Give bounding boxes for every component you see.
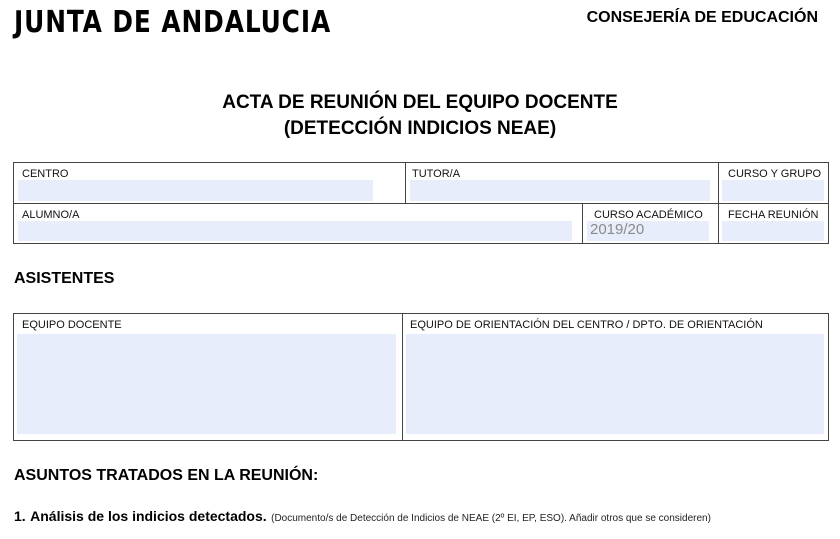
curso-academico-value: 2019/20 [590,221,645,238]
equipo-docente-label: EQUIPO DOCENTE [22,319,122,331]
alumno-field[interactable] [18,221,572,241]
equipo-docente-field[interactable] [17,334,396,434]
asunto-item-note: (Documento/s de Detección de Indicios de NEAE (2º EI, EP, ESO). Añadir otros que se consideren) [271,513,711,524]
tutor-field[interactable] [410,180,710,201]
centro-label: CENTRO [22,168,69,180]
junta-andalucia-logo: JUNTA DE ANDALUCIA [14,5,332,40]
fecha-reunion-field[interactable] [722,221,824,241]
curso-academico-label: CURSO ACADÉMICO [594,209,703,221]
equipo-orientacion-label: EQUIPO DE ORIENTACIÓN DEL CENTRO / DPTO. DE ORIENTACIÓN [410,319,763,331]
asistentes-table [13,313,829,441]
asunto-item-number: 1. [14,508,26,524]
equipo-orientacion-field[interactable] [406,334,824,434]
department-name: CONSEJERÍA DE EDUCACIÓN [586,9,818,26]
asunto-item-1 [14,508,711,526]
document-title: ACTA DE REUNIÓN DEL EQUIPO DOCENTE [222,92,618,113]
centro-field[interactable] [18,180,373,201]
asunto-item-title: Análisis de los indicios detectados. [30,508,267,524]
alumno-label: ALUMNO/A [22,209,80,221]
asuntos-heading: ASUNTOS TRATADOS EN LA REUNIÓN: [14,467,319,484]
tutor-label: TUTOR/A [412,168,461,180]
document-subtitle: (DETECCIÓN INDICIOS NEAE) [283,118,557,139]
fecha-reunion-label: FECHA REUNIÓN [728,209,819,221]
curso-grupo-label: CURSO Y GRUPO [728,168,822,180]
asistentes-heading: ASISTENTES [14,270,115,287]
curso-grupo-field[interactable] [722,180,824,201]
student-info-table [13,162,829,244]
